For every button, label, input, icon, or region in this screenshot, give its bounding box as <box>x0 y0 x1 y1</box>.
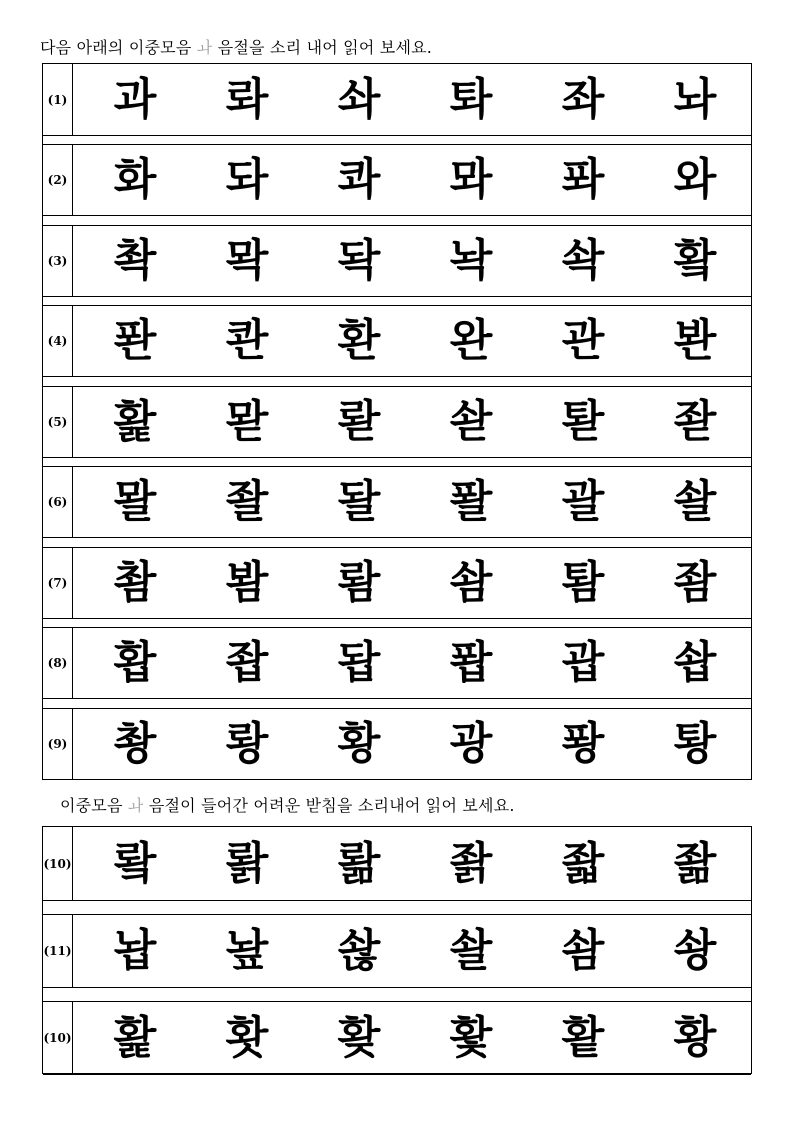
syllable: 홥 <box>113 637 157 688</box>
syllable: 홡 <box>113 1012 157 1063</box>
table-row <box>43 64 751 136</box>
instruction-2-after: 음절이 들어간 어려운 받침을 소리내어 읽어 보세요. <box>148 796 515 815</box>
syllable: 솮 <box>337 925 381 976</box>
syllable: 솸 <box>561 925 605 976</box>
syllable: 솩 <box>561 235 605 286</box>
syllable: 좓 <box>673 396 717 447</box>
syllable: 솰 <box>673 476 717 527</box>
table-row <box>43 225 751 297</box>
syllable: 좗 <box>561 837 605 889</box>
syllable: 과 <box>113 73 157 125</box>
syllable-group <box>73 64 751 135</box>
syllable: 놔 <box>673 73 717 125</box>
syllable: 놮 <box>225 925 269 976</box>
row-number: (1) <box>43 64 73 135</box>
instruction-1-before: 다음 아래의 이중모음 <box>40 38 192 57</box>
syllable: 광 <box>449 718 493 769</box>
syllable: 롸 <box>225 73 269 125</box>
row-number: (3) <box>43 226 73 296</box>
syllable: 황 <box>337 718 381 769</box>
syllable: 홪 <box>337 1012 381 1063</box>
syllable-group <box>73 467 751 537</box>
table-row <box>43 547 751 619</box>
syllable: 환 <box>337 315 381 366</box>
instruction-2-vowel: ㅘ <box>127 796 144 815</box>
syllable: 퐙 <box>449 637 493 688</box>
syllable: 뫋 <box>225 396 269 447</box>
row-number: (9) <box>43 709 73 779</box>
syllable: 촥 <box>113 235 157 286</box>
syllable: 놥 <box>113 925 157 976</box>
syllable-group <box>73 387 751 457</box>
syllable: 괍 <box>561 637 605 688</box>
table-row <box>43 708 751 780</box>
syllable: 돱 <box>337 637 381 688</box>
syllable: 완 <box>449 315 493 366</box>
instruction-2 <box>60 793 515 816</box>
syllable: 돠 <box>225 154 269 205</box>
table-row <box>43 914 751 988</box>
table-row <box>43 144 751 216</box>
syllable: 퐈 <box>561 154 605 205</box>
syllable: 봠 <box>225 557 269 608</box>
table-row <box>43 827 751 901</box>
syllable-group <box>73 628 751 698</box>
syllable-table-1 <box>42 63 752 780</box>
table-row <box>43 1001 751 1075</box>
syllable: 좕 <box>449 837 493 889</box>
row-number: (10) <box>43 1002 73 1074</box>
syllable: 퐌 <box>113 315 157 366</box>
syllable: 좌 <box>561 73 605 125</box>
syllable: 돡 <box>337 235 381 286</box>
row-number: (11) <box>43 915 73 987</box>
syllable: 뢁 <box>225 837 269 889</box>
syllable: 솽 <box>673 925 717 976</box>
table-row <box>43 305 751 377</box>
syllable: 뫄 <box>449 154 493 205</box>
instruction-1-after: 음절을 소리 내어 읽어 보세요. <box>217 38 433 57</box>
syllable: 퇑 <box>673 718 717 769</box>
syllable: 톼 <box>449 73 493 125</box>
syllable-group <box>73 145 751 215</box>
row-number: (6) <box>43 467 73 537</box>
syllable: 봔 <box>673 315 717 366</box>
syllable: 관 <box>561 315 605 366</box>
syllable: 홡 <box>113 396 157 447</box>
syllable: 뢐 <box>113 837 157 889</box>
syllable: 솨 <box>337 73 381 125</box>
syllable-group <box>73 709 751 779</box>
syllable: 화 <box>113 154 157 205</box>
syllable-group <box>73 1002 751 1074</box>
row-number: (7) <box>43 548 73 618</box>
syllable: 촹 <box>113 718 157 769</box>
table-row <box>43 386 751 458</box>
syllable: 괄 <box>561 476 605 527</box>
row-number: (10) <box>43 827 73 900</box>
syllable: 뢍 <box>225 718 269 769</box>
syllable: 롿 <box>337 396 381 447</box>
syllable: 홬 <box>673 235 717 286</box>
syllable: 솰 <box>449 925 493 976</box>
syllable: 퐐 <box>449 476 493 527</box>
instruction-1 <box>40 35 432 58</box>
syllable: 콴 <box>225 315 269 366</box>
syllable: 퇌 <box>561 557 605 608</box>
syllable: 홧 <box>225 1012 269 1063</box>
syllable: 홭 <box>561 1012 605 1063</box>
syllable: 황 <box>673 1012 717 1063</box>
syllable: 좖 <box>673 837 717 889</box>
instruction-1-vowel: ㅘ <box>196 38 213 57</box>
syllable: 솯 <box>449 396 493 447</box>
row-number: (8) <box>43 628 73 698</box>
row-number: (2) <box>43 145 73 215</box>
syllable-group <box>73 226 751 296</box>
syllable: 콰 <box>337 154 381 205</box>
syllable: 솸 <box>449 557 493 608</box>
table-row <box>43 466 751 538</box>
syllable-group <box>73 306 751 376</box>
syllable: 좝 <box>225 637 269 688</box>
row-number: (5) <box>43 387 73 457</box>
syllable: 홫 <box>449 1012 493 1063</box>
syllable: 좔 <box>225 476 269 527</box>
syllable: 와 <box>673 154 717 205</box>
syllable: 뢂 <box>337 837 381 889</box>
syllable: 돨 <box>337 476 381 527</box>
syllable: 좜 <box>673 557 717 608</box>
syllable-group <box>73 548 751 618</box>
syllable-group <box>73 827 751 900</box>
syllable-table-2 <box>42 826 752 1074</box>
instruction-2-before: 이중모음 <box>60 796 123 815</box>
syllable: 뫌 <box>113 476 157 527</box>
syllable: 뫅 <box>225 235 269 286</box>
syllable: 솹 <box>673 637 717 688</box>
syllable: 퇃 <box>561 396 605 447</box>
row-number: (4) <box>43 306 73 376</box>
syllable-group <box>73 915 751 987</box>
syllable: 뢈 <box>337 557 381 608</box>
syllable: 퐝 <box>561 718 605 769</box>
table-row <box>43 627 751 699</box>
syllable: 촴 <box>113 557 157 608</box>
syllable: 놕 <box>449 235 493 286</box>
